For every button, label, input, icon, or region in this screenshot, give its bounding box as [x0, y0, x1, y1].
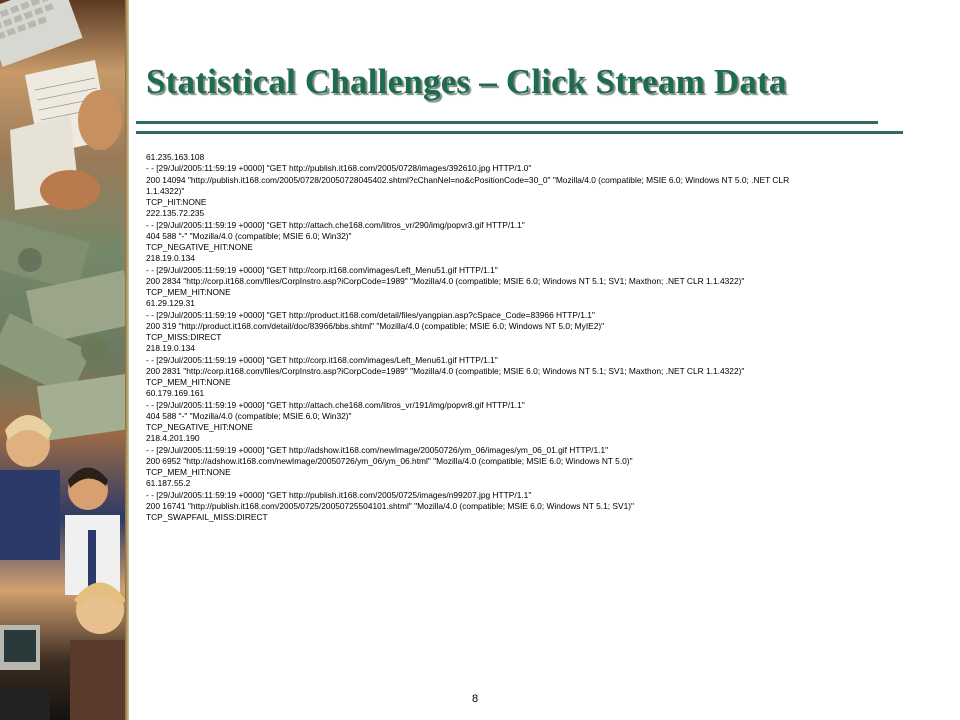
log-line: TCP_MEM_HIT:NONE	[146, 287, 231, 297]
click-stream-log	[146, 152, 906, 523]
slide-title: Statistical Challenges – Click Stream Data	[146, 62, 787, 101]
log-line: 1.1.4322)"	[146, 185, 185, 196]
log-line: 60.179.169.161	[146, 388, 205, 399]
log-line: 200 2834 "http://corp.it168.com/files/CorpInstro.asp?iCorpCode=1989" "Mozilla/4.0 (compatible; MSIE 6.0; Windows NT 5.1; SV1; Maxthon; .NET CLR 1.1.4322)"	[146, 275, 745, 286]
log-line: TCP_MEM_HIT:NONE	[146, 377, 231, 387]
log-line: - - [29/Jul/2005:11:59:19 +0000] "GET http://corp.it168.com/images/Left_Menu61.gif HTTP/1.1"	[146, 354, 498, 365]
log-line: TCP_SWAPFAIL_MISS:DIRECT	[146, 512, 268, 522]
log-line: 61.235.163.108	[146, 152, 205, 162]
log-line: TCP_NEGATIVE_HIT:NONE	[146, 422, 253, 432]
log-line: TCP_HIT:NONE	[146, 197, 207, 207]
log-line: - - [29/Jul/2005:11:59:19 +0000] "GET http://publish.it168.com/2005/0728/images/392610.jpg HTTP/1.0"	[146, 163, 532, 174]
log-line: - - [29/Jul/2005:11:59:19 +0000] "GET http://product.it168.com/detail/files/yangpian.asp?cSpace_Code=83966 HTTP/1.1"	[146, 309, 595, 320]
title-rule-upper	[136, 121, 878, 124]
log-line: 404 588 "-" "Mozilla/4.0 (compatible; MSIE 6.0; Win32)"	[146, 410, 352, 421]
log-line: 61.187.55.2	[146, 478, 191, 489]
collage-graphic	[0, 0, 125, 720]
page-number: 8	[472, 693, 479, 705]
log-line: 200 319 "http://product.it168.com/detail/doc/83966/bbs.shtml" "Mozilla/4.0 (compatible; MSIE 6.0; Windows NT 5.0; MyIE2)"	[146, 320, 605, 331]
log-line: 200 6952 "http://adshow.it168.com/newImage/20050726/ym_06/ym_06.html" "Mozilla/4.0 (compatible; MSIE 6.0; Windows NT 5.0)"	[146, 455, 633, 466]
log-line: 404 588 "-" "Mozilla/4.0 (compatible; MSIE 6.0; Win32)"	[146, 230, 352, 241]
log-line: - - [29/Jul/2005:11:59:19 +0000] "GET http://publish.it168.com/2005/0725/images/n99207.jpg HTTP/1.1"	[146, 489, 532, 500]
log-line: 200 2831 "http://corp.it168.com/files/CorpInstro.asp?iCorpCode=1989" "Mozilla/4.0 (compatible; MSIE 6.0; Windows NT 5.1; SV1; Maxthon; .NET CLR 1.1.4322)"	[146, 365, 745, 376]
log-line: 200 14094 "http://publish.it168.com/2005/0728/20050728045402.shtml?cChanNel=no&cPositionCode=30_0" "Mozilla/4.0 (compatible; MSIE 6.0; Windows NT 5.0; .NET CLR	[146, 174, 790, 185]
log-line: - - [29/Jul/2005:11:59:19 +0000] "GET http://adshow.it168.com/newImage/20050726/ym_06/images/ym_06_01.gif HTTP/1.1"	[146, 444, 609, 455]
log-line: 61.29.129.31	[146, 298, 195, 309]
log-line: 200 16741 "http://publish.it168.com/2005/0725/20050725504101.shtml" "Mozilla/4.0 (compatible; MSIE 6.0; Windows NT 5.1; SV1)"	[146, 500, 635, 511]
log-line: 222.135.72.235	[146, 208, 205, 219]
log-line: TCP_NEGATIVE_HIT:NONE	[146, 242, 253, 252]
log-line: TCP_MEM_HIT:NONE	[146, 467, 231, 477]
log-line: - - [29/Jul/2005:11:59:19 +0000] "GET http://attach.che168.com/litros_vr/290/img/popvr3.gif HTTP/1.1"	[146, 219, 525, 230]
log-line: 218.19.0.134	[146, 253, 195, 264]
page-edge-divider	[125, 0, 129, 720]
log-line: - - [29/Jul/2005:11:59:19 +0000] "GET http://corp.it168.com/images/Left_Menu51.gif HTTP/1.1"	[146, 264, 498, 275]
log-line: TCP_MISS:DIRECT	[146, 332, 222, 342]
log-line: 218.4.201.190	[146, 433, 200, 444]
log-line: - - [29/Jul/2005:11:59:19 +0000] "GET http://attach.che168.com/litros_vr/191/img/popvr8.gif HTTP/1.1"	[146, 399, 525, 410]
title-rule-lower	[136, 131, 903, 134]
decorative-photo-collage	[0, 0, 125, 720]
log-line: 218.19.0.134	[146, 343, 195, 354]
hand-image	[78, 90, 122, 150]
